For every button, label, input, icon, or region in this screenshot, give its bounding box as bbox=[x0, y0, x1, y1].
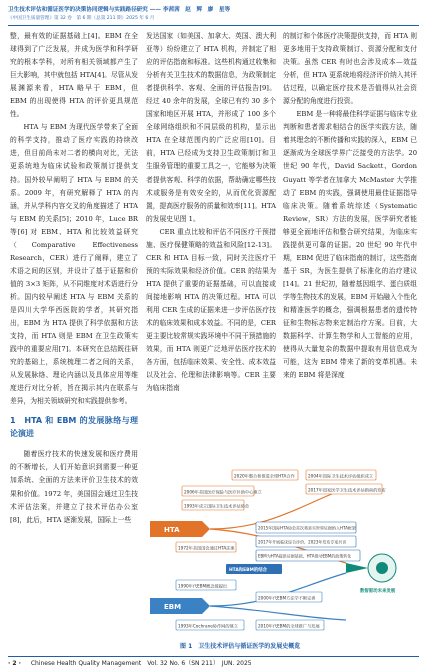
running-title: 卫生技术评估和循证医学的决策协同逻辑与实践路径研究 —— 李茜茜 赵 辉 廖 星等 bbox=[8, 7, 231, 13]
combination-label: HTA和EBM的结合 bbox=[229, 568, 268, 573]
combination-event: EBM为HTA提供证据基础，HTA推动EBM的政策转化 bbox=[258, 553, 352, 559]
text-column-3 bbox=[283, 30, 417, 382]
combination-boxes bbox=[226, 522, 360, 574]
page-footer bbox=[8, 658, 419, 667]
ebm-label: EBM bbox=[164, 603, 182, 611]
hta-event: 2020年整合和推进全球HTA合作 bbox=[234, 473, 295, 479]
paragraph: 发达国家（如美国、加拿大、英国、澳大利亚等）纷纷建立了 HTA 机构，并制定了相应的评估指南和标准。这些机构通过收集和分析有关卫生技术的数据信息，为政策制定者提供科学、客观、全面的评估报告[9]。经过 40 余年的发展，全球已有约 30 多个国家和地区开展 HTA，并形成了 100 多个全球网络组织和不同层级的机构，显示出 HTA 在全球范围内的广泛应用[10]。目前，HTA 已经成为支持卫生政策制订和卫生服务管理的重要工具之一，它能够为决策者提供客观、科学的依据，帮助确定哪些技术或服务是有效安全的，从而优化资源配置，提高医疗服务的质量和效率[11]。HTA 的发展史见图 1。 bbox=[146, 32, 277, 223]
combination-event: 2015年国际HTA协会首次将真实世界证据纳入HTA框架 bbox=[258, 525, 356, 531]
figure-1 bbox=[146, 468, 418, 638]
ebm-event: 1990年代EBM概念被提出 bbox=[178, 583, 228, 589]
footer-rule bbox=[8, 656, 419, 657]
paragraph: CER 重点比较和评估不同医疗干预措施、医疗保健策略的效益和风险[12-13]。CER 和 HTA 目标一致，同时关注医疗干预的实际效果和经济价值。CER 的结果为 HTA 提供了重要的证据基础，可以直接或间接地影响 HTA 的决策过程。HTA 可以利用 CER 生成的证据来进一步评估医疗技术的临床效果和成本效益。不同的是，CER 更主要比较常规实践环境中不同干预措施的效果，而 HTA 则更广泛地评估医疗技术的各方面，包括临床效果、安全性、成本效益以及社会、伦理和法律影响等。CER 主要为临床指南 bbox=[146, 227, 276, 393]
page-header bbox=[8, 5, 419, 21]
header-rule bbox=[8, 25, 419, 26]
section-heading: 1 HTA 和 EBM 的发展脉络与理论演进 bbox=[10, 416, 138, 439]
combination-event: 2017年开展临床综合评价，2023年发布专家共识 bbox=[258, 539, 347, 545]
hta-event: 1993年成立国际卫生技术评估协会 bbox=[184, 503, 250, 509]
paragraph: EBM 是一种将最佳科学证据与临床专业判断和患者需求相结合的医学实践方法，随着其理念的不断传播和实践的深入，EBM 已逐渐成为全球医学界广泛接受的方法学。20 世纪 90 年代，David Sackett、Gordon Guyatt 等学者在加拿大 McMaster 大学推动了 EBM 的实践，强调使用最佳证据指导临床决策。随着系统综述（Systematic Review，SR）方法的发展，医学研究者能够更全面地评估和整合研究结果，为临床实践提供更可靠的证据。20 世纪 90 年代中期，EBM 促进了临床指南的制订，这些指南基于 SR，为医生提供了标准化的治疗建议[14]。21 世纪初，随着基因组学、蛋白质组学等生物技术的发展，EBM 开始融入个性化和精准医学的概念，强调根据患者的遗传特征和生物标志物来定制治疗方案。目前，大数据科学、计算生物学和人工智能的应用，使得从大量复杂的数据中提取有用信息成为可能，这为 EBM 带来了新的变革机遇。未来的 EBM 将是深度 bbox=[283, 110, 417, 380]
history-diagram bbox=[146, 468, 418, 638]
paragraph: 的制订和个体医疗决策提供支持，而 HTA 则更多地用于支持政策制订、资源分配和支付决策。虽然 CER 有时也会涉及成本—效益分析，但 HTA 更系统地将经济评价纳入其评估过程，以确定医疗技术是否值得从社会资源分配的角度进行投资。 bbox=[283, 32, 417, 106]
future-label: 数智驱动未来发展 bbox=[360, 589, 396, 594]
journal-citation: Chinese Health Quality Management Vol. 32 No. 6（SN 211） JUN. 2025 bbox=[30, 660, 252, 667]
ebm-event: 2010年代EBM的全球推广与发展 bbox=[258, 623, 320, 629]
paragraph: 随着医疗技术的快速发展和医疗费用的不断增长，人们开始意识到需要一种更加系统、全面的方法来评价卫生技术的效果和价值。1972 年，美国国会通过卫生技术评估法案，并建立了技术评估办公室[8]，此后，HTA 逐渐发展，国际上一些 bbox=[10, 450, 138, 524]
text-column-1 bbox=[10, 30, 138, 527]
hta-event: 1972年美国国会通过HTA法案 bbox=[178, 545, 235, 551]
ebm-event: 2000年代EBM方法学不断完善 bbox=[258, 595, 316, 601]
page-number: · 2 · bbox=[8, 660, 21, 667]
hta-event: 2017年国家医学卫生技术评估指南的发布 bbox=[308, 487, 386, 493]
hta-arrow bbox=[150, 521, 210, 537]
text-column-2 bbox=[146, 30, 276, 395]
hta-label: HTA bbox=[164, 526, 180, 534]
hta-event: 2004年国际卫生技术评估组织成立 bbox=[308, 473, 374, 479]
ebm-path-lower bbox=[210, 606, 346, 620]
figure-caption: 图 1 卫生技术评估与循证医学的发展史概览 bbox=[180, 643, 301, 650]
journal-issue-line: 《中国卫生质量管理》第 32 卷 第 6 期（总第 211 期）2025 年 6 月 bbox=[8, 16, 155, 21]
paragraph: HTA 与 EBM 为现代医学带来了全面的科学支持，推动了医疗实践的持续改进，但目前尚未对二者的横向对比，无法更系统地为临床试验和政策制订提供支持。国外较早阐明了 HTA 与 EBM 的关系。2009 年，有研究解释了 HTA 的内涵，并从学科内容交叉的角度描述了 HTA 与 EBM 的关系[5]；2010 年，Luce BR 等[6] 对 EBM、HTA 和比较效益研究（Comparative Effectiveness Research，CER）进行了阐释，建立了术语之间的区别，并设计了基于证据和价值的 3×3 矩阵，从不同维度对术语进行分析。国内较早阐述 HTA 与 EBM 关系的是四川大学华西医院的学者，其研究指出，EBM 为 HTA 提供了科学依据和方法支持，而 HTA 则是 EBM 在卫生政策实践中的重要应用[7]。本研究在总结既往研究的基础上，系统梳理二者之间的关系，从发展脉络、理论内涵以及具体应用等维度进行对比分析，旨在揭示其内在联系与差异，为相关领域研究和实践提供参考。 bbox=[10, 123, 138, 406]
hta-event: 2006年美国医疗保险与医疗补助中心建立 bbox=[184, 489, 262, 495]
paragraph: 整，最有效的证据基础上[4]。EBM 在全球得到了广泛发展，并成为医学和科学研究的根本学科，对所有相关领域都产生了巨大影响，其中就包括 HTA[4]。尽管从发展渊源来看，HTA 略早于 EBM，但 EBM 的出现使得 HTA 的评价更具规范性。 bbox=[10, 32, 138, 119]
ebm-event: 1993年Cochrane协作网的建立 bbox=[178, 623, 238, 629]
